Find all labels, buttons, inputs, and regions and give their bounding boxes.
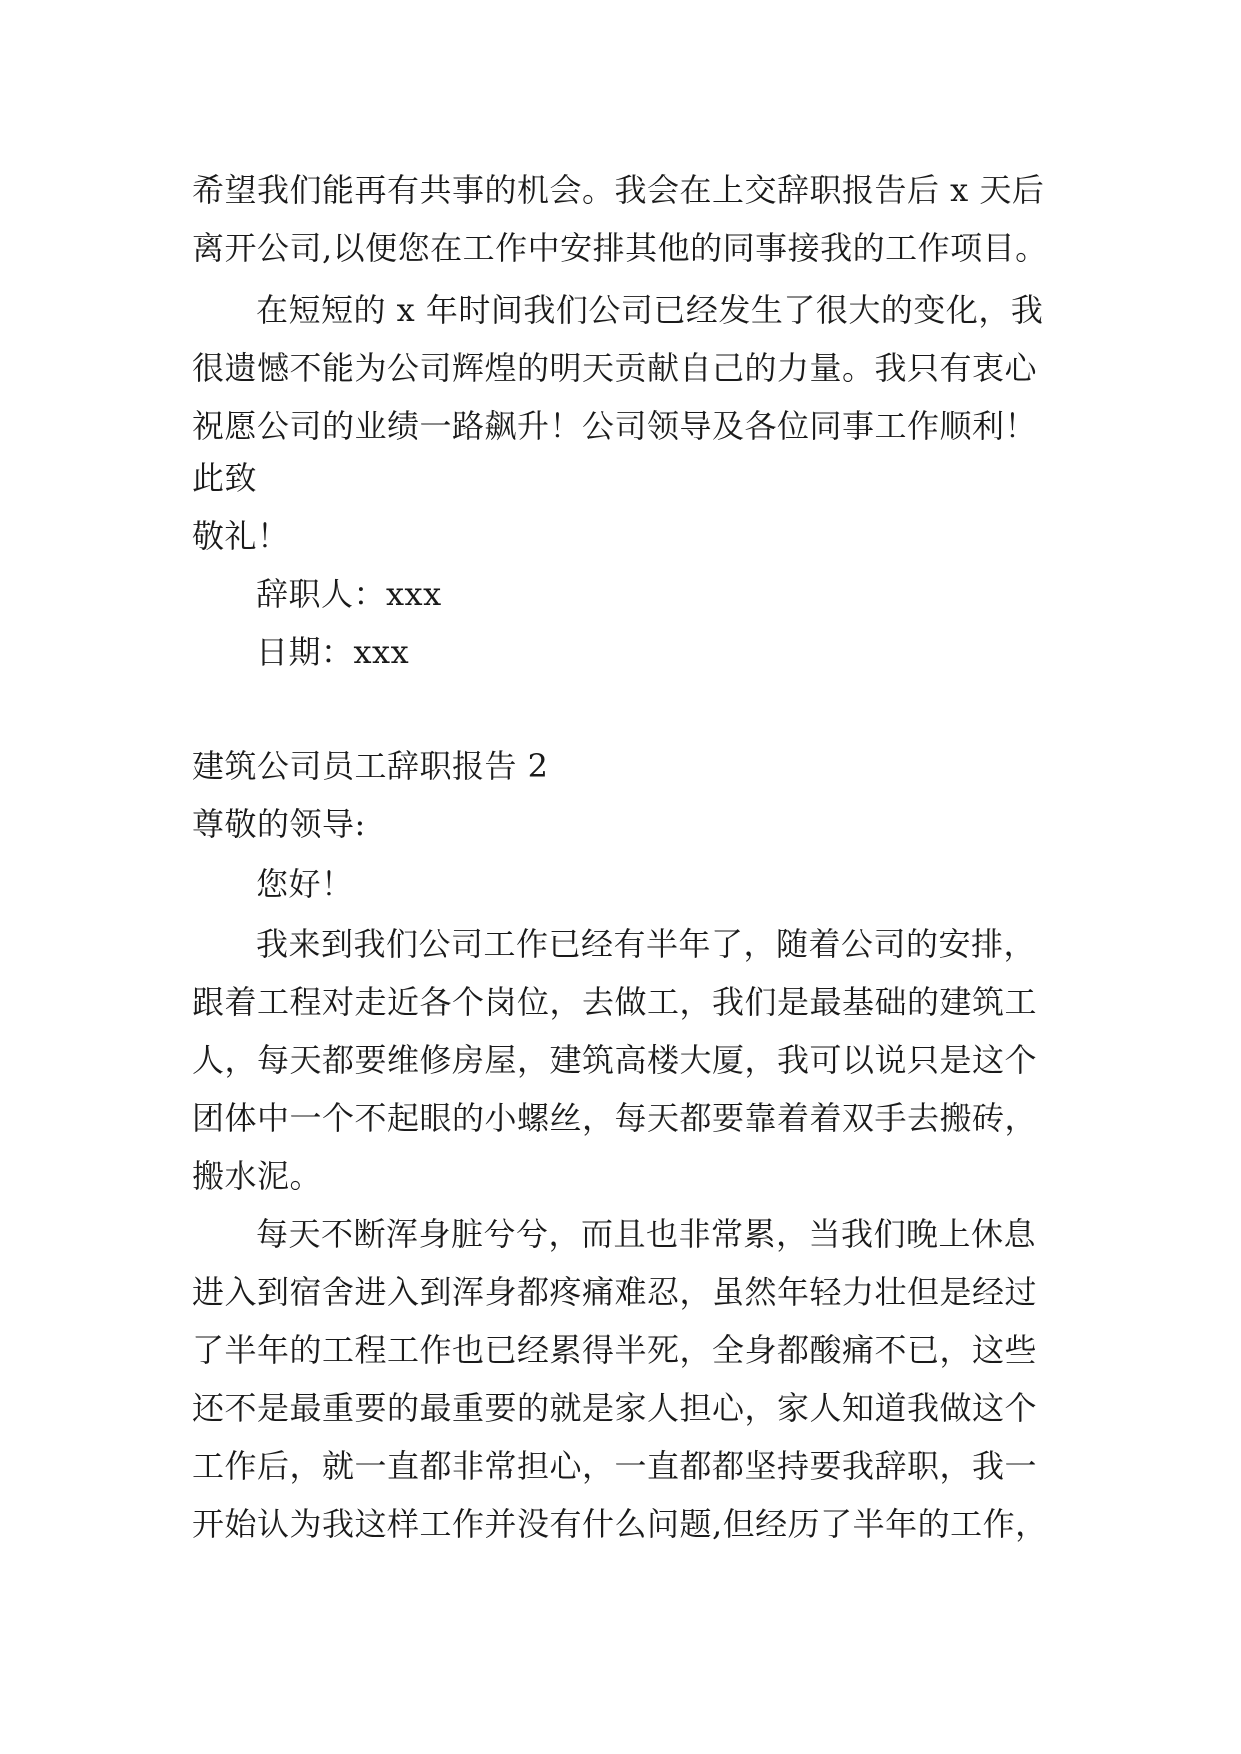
text-line: 很遗憾不能为公司辉煌的明天贡献自己的力量。我只有衷心 xyxy=(192,349,1038,387)
greeting-line: 尊敬的领导: xyxy=(192,805,366,843)
text-line: 了半年的工程工作也已经累得半死，全身都酸痛不已，这些 xyxy=(192,1331,1038,1369)
text-line: 我来到我们公司工作已经有半年了，随着公司的安排， xyxy=(256,925,1037,963)
date-line: 日期：xxx xyxy=(256,633,410,671)
greeting-hello: 您好！ xyxy=(256,865,354,903)
text-line: 人，每天都要维修房屋，建筑高楼大厦，我可以说只是这个 xyxy=(192,1041,1038,1079)
closing-salutation: 此致 xyxy=(192,459,258,497)
text-line: 搬水泥。 xyxy=(192,1157,323,1195)
text-line: 跟着工程对走近各个岗位，去做工，我们是最基础的建筑工 xyxy=(192,983,1038,1021)
text-line: 开始认为我这样工作并没有什么问题,但经历了半年的工作， xyxy=(192,1505,1048,1543)
text-line: 离开公司,以便您在工作中安排其他的同事接我的工作项目。 xyxy=(192,229,1048,267)
text-line: 希望我们能再有共事的机会。我会在上交辞职报告后 x 天后 xyxy=(192,171,1045,209)
text-line: 进入到宿舍进入到浑身都疼痛难忍，虽然年轻力壮但是经过 xyxy=(192,1273,1038,1311)
signer-line: 辞职人：xxx xyxy=(256,575,442,613)
text-line: 在短短的 x 年时间我们公司已经发生了很大的变化，我 xyxy=(256,291,1044,329)
text-line: 每天不断浑身脏兮兮，而且也非常累，当我们晚上休息 xyxy=(256,1215,1037,1253)
text-line: 还不是最重要的最重要的就是家人担心，家人知道我做这个 xyxy=(192,1389,1038,1427)
closing-regards: 敬礼！ xyxy=(192,517,290,555)
text-line: 工作后，就一直都非常担心，一直都都坚持要我辞职，我一 xyxy=(192,1447,1038,1485)
text-line: 团体中一个不起眼的小螺丝，每天都要靠着着双手去搬砖， xyxy=(192,1099,1038,1137)
section-title: 建筑公司员工辞职报告 2 xyxy=(192,747,549,785)
text-line: 祝愿公司的业绩一路飙升！公司领导及各位同事工作顺利！ xyxy=(192,407,1038,445)
